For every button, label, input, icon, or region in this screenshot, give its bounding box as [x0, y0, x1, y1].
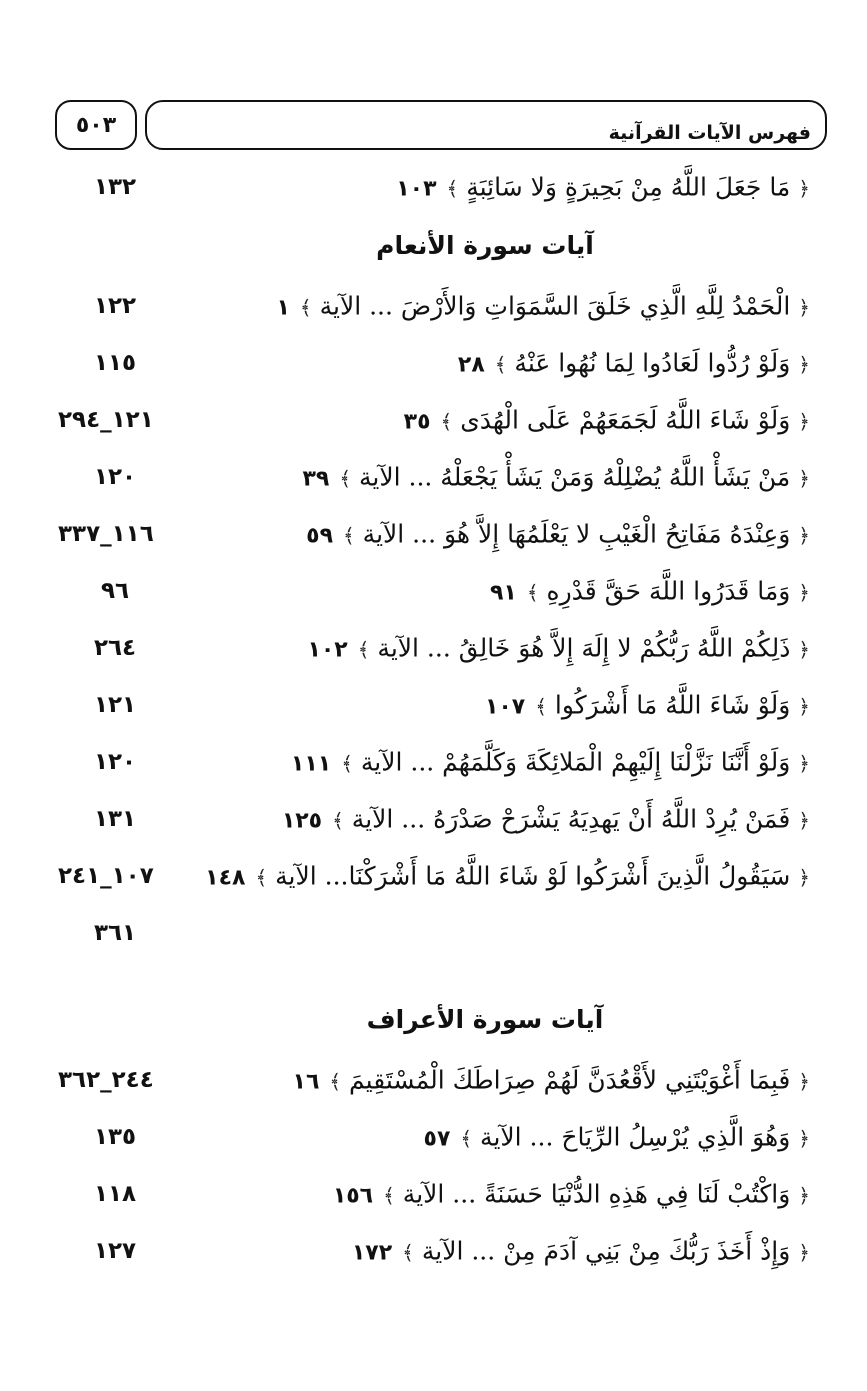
ornament-open: ﴿: [798, 295, 810, 319]
page-refs: ١٢١: [93, 691, 137, 718]
verse-entry: [40, 1222, 810, 1279]
page-refs: ١٢٧: [93, 1237, 137, 1264]
verse-number: ١٧٢: [351, 1240, 393, 1265]
page-refs: ١٣١: [93, 805, 137, 832]
ornament-close: ﴾: [299, 295, 312, 319]
page-refs: ١٢٠: [93, 748, 137, 775]
verse-text: ذَلِكُمْ اللَّهُ رَبُّكُمْ لا إِلَهَ إِلاَّ هُوَ خَالِقُ ... الآية: [377, 633, 791, 662]
verse-number: ٣٥: [403, 409, 431, 434]
verse-text: وَلَوْ أَنَّنَا نَزَّلْنَا إِلَيْهِمْ الْمَلائِكَةَ وَكَلَّمَهُمْ ... الآية: [360, 747, 791, 776]
verse-entry: [40, 1165, 810, 1222]
verse-text: وَلَوْ شَاءَ اللَّهُ مَا أَشْرَكُوا: [554, 690, 791, 719]
verse-text-line: [490, 576, 810, 605]
verse-text: وَاكْتُبْ لَنَا فِي هَذِهِ الدُّنْيَا حَسَنَةً ... الآية: [402, 1179, 791, 1208]
page-refs-continuation: [40, 904, 810, 961]
verse-entry: [40, 562, 810, 619]
verse-text-line: [333, 1179, 810, 1208]
verse-text: مَا جَعَلَ اللَّهُ مِنْ بَحِيرَةٍ وَلا سَائِبَةٍ: [466, 172, 791, 201]
ornament-close: ﴾: [494, 352, 507, 376]
verse-number: ١٤٨: [205, 865, 246, 890]
ornament-close: ﴾: [535, 694, 547, 718]
verse-number: ١١١: [290, 751, 332, 776]
verse-entry: [40, 790, 810, 847]
verse-number: ٣٩: [302, 466, 330, 491]
ornament-open: ﴿: [798, 352, 810, 376]
verse-number: ١٠٢: [307, 637, 348, 662]
verse-index: [40, 158, 810, 1279]
verse-text-line: [458, 348, 810, 377]
page-refs: ١٣٥: [93, 1123, 137, 1150]
verse-text: وَإِذْ أَخَذَ رَبُّكَ مِنْ بَنِي آدَمَ مِنْ ... الآية: [421, 1236, 791, 1265]
page-refs: ١٢٠: [93, 463, 137, 490]
ornament-open: ﴿: [798, 176, 810, 200]
ornament-open: ﴿: [798, 1240, 810, 1264]
page-header: [55, 100, 827, 156]
ornament-open: ﴿: [798, 1069, 810, 1093]
verse-entry: [40, 334, 810, 391]
verse-number: ١٠٣: [396, 176, 437, 201]
verse-text: الْحَمْدُ لِلَّهِ الَّذِي خَلَقَ السَّمَوَاتِ وَالأَرْضَ ... الآية: [319, 291, 791, 320]
verse-entry: [40, 505, 810, 562]
ornament-open: ﴿: [798, 580, 810, 604]
page-number-frame: [55, 100, 137, 150]
ornament-open: ﴿: [798, 751, 810, 775]
verse-text: وَعِنْدَهُ مَفَاتِحُ الْغَيْبِ لا يَعْلَمُهَا إِلاَّ هُوَ ... الآية: [362, 519, 791, 548]
ornament-close: ﴾: [383, 1183, 395, 1207]
verse-text: وَلَوْ رُدُّوا لَعَادُوا لِمَا نُهُوا عَنْهُ: [514, 348, 791, 377]
verse-number: ١٥٦: [332, 1183, 374, 1208]
surah-heading-anam: آيات سورة الأنعام: [376, 231, 594, 260]
verse-text-line: [302, 462, 810, 491]
verse-text-line: [352, 1236, 810, 1265]
ornament-open: ﴿: [798, 637, 810, 661]
verse-text: وَمَا قَدَرُوا اللَّهَ حَقَّ قَدْرِهِ: [546, 576, 791, 605]
verse-entry: [40, 1108, 810, 1165]
verse-text: وَلَوْ شَاءَ اللَّهُ لَجَمَعَهُمْ عَلَى الْهُدَى: [460, 405, 791, 434]
ornament-close: ﴾: [526, 580, 539, 604]
verse-entry: [40, 391, 810, 448]
page-refs: ١١٥: [93, 349, 137, 376]
verse-text: مَنْ يَشَأْ اللَّهُ يُضْلِلْهُ وَمَنْ يَشَأْ يَجْعَلْهُ ... الآية: [359, 462, 791, 491]
verse-entry: [40, 277, 810, 334]
verse-text-line: [306, 519, 810, 548]
page-refs: ٩٦: [100, 577, 130, 604]
ornament-close: ﴾: [255, 865, 268, 889]
page-refs: ١١٦_٣٣٧: [58, 520, 154, 547]
verse-number: ٥٩: [306, 523, 333, 548]
ornament-open: ﴿: [798, 694, 810, 718]
ornament-close: ﴾: [343, 523, 355, 547]
header-title: فهرس الآيات القرآنية: [608, 122, 811, 144]
surah-heading-araf: آيات سورة الأعراف: [366, 1005, 604, 1034]
verse-text: فَمَنْ يُرِدْ اللَّهُ أَنْ يَهدِيَهُ يَشْرَحْ صَدْرَهُ ... الآية: [351, 804, 791, 833]
verse-entry: [40, 619, 810, 676]
verse-entry: [40, 676, 810, 733]
verse-number: ٥٧: [423, 1126, 451, 1151]
verse-entry: [40, 158, 810, 215]
verse-text: وَهُوَ الَّذِي يُرْسِلُ الرِّيَاحَ ... الآية: [480, 1122, 791, 1151]
ornament-open: ﴿: [798, 1183, 810, 1207]
ornament-close: ﴾: [440, 409, 453, 433]
verse-text-line: [291, 747, 810, 776]
ornament-close: ﴾: [341, 751, 353, 775]
verse-entry: [40, 847, 810, 904]
ornament-open: ﴿: [798, 865, 810, 889]
verse-entry: [40, 448, 810, 505]
verse-entry: [40, 733, 810, 790]
verse-text-line: [485, 690, 810, 719]
page-number: ٥٠٣: [75, 112, 117, 138]
ornament-open: ﴿: [798, 466, 810, 490]
verse-text-line: [276, 291, 810, 320]
verse-number: ١٦: [292, 1069, 320, 1094]
verse-text: سَيَقُولُ الَّذِينَ أَشْرَكُوا لَوْ شَاءَ اللَّهُ مَا أَشْرَكْنَا... الآية: [275, 861, 791, 890]
ornament-close: ﴾: [357, 637, 370, 661]
verse-text-line: [293, 1065, 810, 1094]
page-refs: ١٢١_٢٩٤: [58, 406, 154, 433]
ornament-close: ﴾: [446, 176, 459, 200]
verse-text-line: [307, 633, 810, 662]
page-refs: ٢٤٤_٣٦٢: [58, 1066, 154, 1093]
page-refs: ٢٦٤: [93, 634, 137, 661]
verse-text: فَبِمَا أَغْوَيْتَنِي لأَقْعُدَنَّ لَهُمْ صِرَاطَكَ الْمُسْتَقِيمَ: [349, 1065, 791, 1094]
page-refs: ١٢٢: [93, 292, 137, 319]
verse-number: ١: [276, 295, 290, 320]
ornament-open: ﴿: [798, 409, 810, 433]
verse-number: ٩١: [489, 580, 517, 605]
ornament-close: ﴾: [332, 808, 344, 832]
page-refs: ١١٨: [93, 1180, 137, 1207]
page-refs: ٣٦١: [93, 919, 137, 946]
verse-number: ١٢٥: [281, 808, 323, 833]
ornament-close: ﴾: [339, 466, 352, 490]
verse-text-line: [396, 172, 810, 201]
ornament-open: ﴿: [798, 523, 810, 547]
ornament-open: ﴿: [798, 1126, 810, 1150]
verse-text-line: [205, 861, 810, 890]
verse-number: ١٠٧: [484, 694, 526, 719]
ornament-close: ﴾: [460, 1126, 473, 1150]
verse-number: ٢٨: [457, 352, 485, 377]
ornament-open: ﴿: [798, 808, 810, 832]
verse-text-line: [404, 405, 810, 434]
page-refs: ١٣٢: [93, 173, 137, 200]
page-refs: ١٠٧_٢٤١: [58, 862, 154, 889]
ornament-close: ﴾: [329, 1069, 342, 1093]
verse-text-line: [282, 804, 810, 833]
ornament-close: ﴾: [402, 1240, 414, 1264]
verse-text-line: [424, 1122, 810, 1151]
verse-entry: [40, 1051, 810, 1108]
section-gap: [40, 961, 810, 989]
header-title-frame: [145, 100, 827, 150]
